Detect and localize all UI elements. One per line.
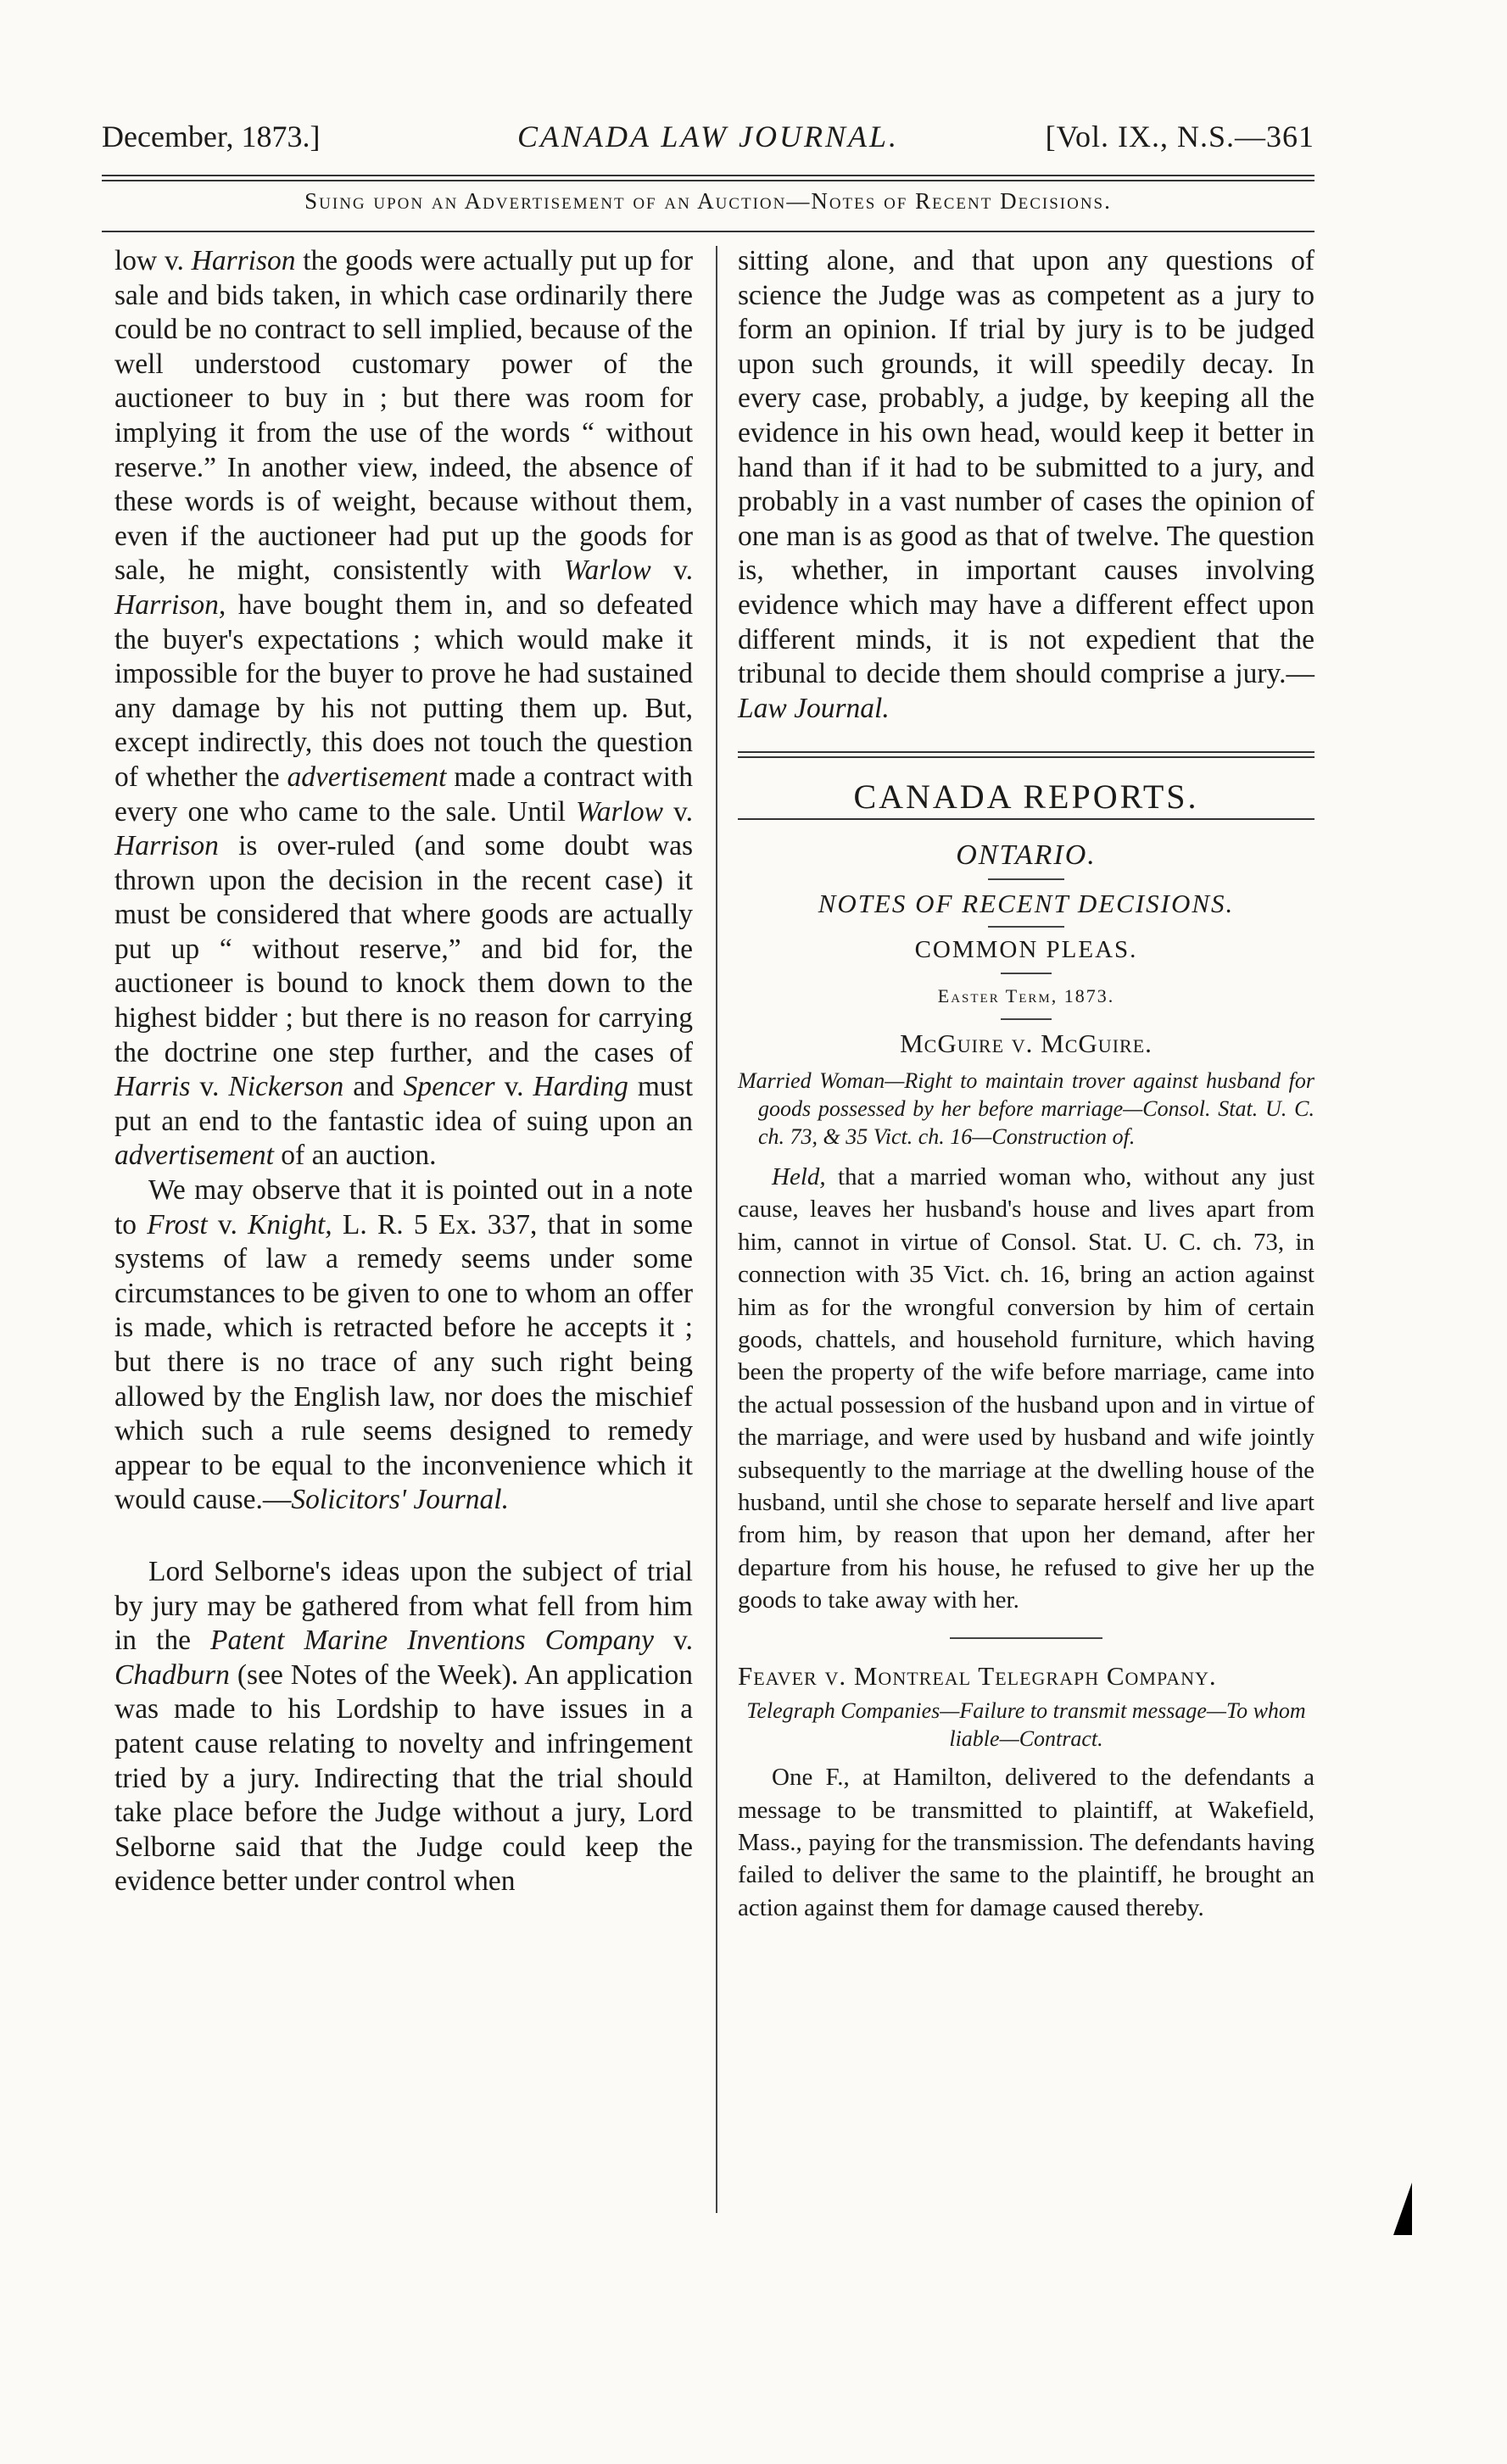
running-head (102, 119, 1314, 161)
notes-rule (988, 926, 1064, 928)
paragraph-trial-by-jury: Lord Selborne's ideas upon the subject of trial by jury may be gathered from what fell from him in the Patent Marine Inventions Company v. Chadburn (see Notes of the Week). An application was made to his Lordship to have issues in a patent cause relating to novelty and infringement tried by a jury. Indirecting that the trial should take place before the Judge without a jury, Lord Selborne said that the Judge could keep the evidence better under control when (114, 1555, 694, 1898)
canada-reports-heading: CANADA REPORTS. (853, 778, 1199, 817)
term-rule (1001, 1018, 1052, 1020)
case-title-feaver: Feaver v. Montreal Telegraph Company. (738, 1660, 1217, 1691)
section-gap (114, 1518, 693, 1555)
case-separator-rule (950, 1637, 1102, 1639)
issue-date: December, 1873.] (102, 120, 321, 153)
province-rule (988, 878, 1064, 880)
headnote-mcguire: Married Woman—Right to maintain trover against husband for goods possessed by her before marriage—Consol. Stat. U. C. ch. 73, & 35 Vict. ch. 16—Construction of. (738, 1068, 1314, 1149)
paragraph-auction-contract: low v. Harrison the goods were actually put up for sale and bids taken, in which case ordinarily there could be no contract to sell implied, because of the well understood customary power of the auctioneer to buy in ; but there was room for implying it from the use of the words “ without reserve.” In another view, indeed, the absence of these words is of weight, because without them, even if the auctioneer had put up the goods for sale, he might, consistently with Warlow v. Harrison, have bought them in, and so defeated the buyer's expectations ; which would make it impossible for the buyer to prove he had sustained any damage by his not putting them up. But, except indirectly, this does not touch the question of whether the advertisement made a contract with every one who came to the sale. Until Warlow v. Harrison is over-ruled (and some doubt was thrown upon the decision in the recent case) it must be considered that where goods are actually put up “ without reserve,” and bid for, the auctioneer is bound to knock them down to the highest bidder ; but there is no reason for carrying the doctrine one step further, and the cases of Harris v. Nickerson and Spencer v. Harding must put an end to the fantastic idea of suing upon an advertisement of an auction. (114, 245, 694, 1172)
court-heading: COMMON PLEAS. (914, 936, 1138, 964)
header-rule-top-2 (102, 180, 1314, 181)
journal-title: CANADA LAW JOURNAL. (517, 120, 899, 153)
reports-rule-top (738, 751, 1314, 753)
header-rule-bottom (102, 231, 1314, 232)
held-mcguire: Held, that a married woman who, without any just cause, leaves her husband's house and lives apart from him, cannot in virtue of Consol. Stat. U. C. ch. 73, in connection with 35 Vict. ch. 16, bring an action against him as for the wrongful conversion by him of certain goods, chattels, and household furniture, which having been the property of the wife before marriage, came into the actual possession of the husband upon and in virtue of the marriage, and were used by husband and wife jointly subsequently to the marriage at the dwelling house of the husband, until she chose to separate herself and live apart from him, by reason that upon her demand, after her departure from his house, he refused to give her up the goods to take away with her. (738, 1162, 1314, 1614)
reports-rule-top-2 (738, 756, 1314, 758)
volume-page: [Vol. IX., N.S.—361 (1045, 120, 1314, 153)
corner-mark (1393, 2182, 1412, 2235)
right-column (738, 244, 1314, 1924)
page-subhead: Suing upon an Advertisement of an Auction—Notes of Recent Decisions. (304, 188, 1112, 214)
court-rule (1001, 973, 1052, 974)
body-feaver: One F., at Hamilton, delivered to the defendants a message to be transmitted to plaintiff, at Wakefield, Mass., paying for the transmission. The defendants having failed to deliver the same to the plaintiff, he brought an action against them for damage caused thereby. (738, 1764, 1314, 1921)
header-rule-top (102, 175, 1314, 176)
term-heading: Easter Term, 1873. (937, 984, 1115, 1006)
column-divider (716, 246, 717, 2213)
headnote-feaver: Telegraph Companies—Failure to transmit message—To whom liable—Contract. (746, 1698, 1306, 1752)
left-column (114, 244, 693, 1899)
paragraph-jury-continued: sitting alone, and that upon any questions of science the Judge was as competent as a jury to form an opinion. If trial by jury is to be judged upon such grounds, it will speedily decay. In every case, probably, a judge, by keeping all the evidence in his own head, would keep it better in hand than if it had to be submitted to a jury, and probably in a vast number of cases the opinion of one man is as good as that of twelve. The question is, whether, in important causes involving evidence which may have a different effect upon different minds, it is not expedient that the tribunal to decide them should comprise a jury.—Law Journal. (738, 245, 1314, 724)
case-title-mcguire: McGuire v. McGuire. (900, 1029, 1153, 1059)
province-heading: ONTARIO. (956, 839, 1097, 871)
paragraph-frost-v-knight: We may observe that it is pointed out in a note to Frost v. Knight, L. R. 5 Ex. 337, that in some systems of law a remedy seems under some circumstances to be given to one to whom an offer is made, which is retracted before he accepts it ; but there is no trace of any such right being allowed by the English law, nor does the mischief which such a rule seems designed to remedy appear to be equal to the inconvenience which it would cause.—Solicitors' Journal. (114, 1174, 693, 1516)
notes-heading: NOTES OF RECENT DECISIONS. (818, 888, 1235, 918)
reports-rule-bottom (738, 818, 1314, 820)
